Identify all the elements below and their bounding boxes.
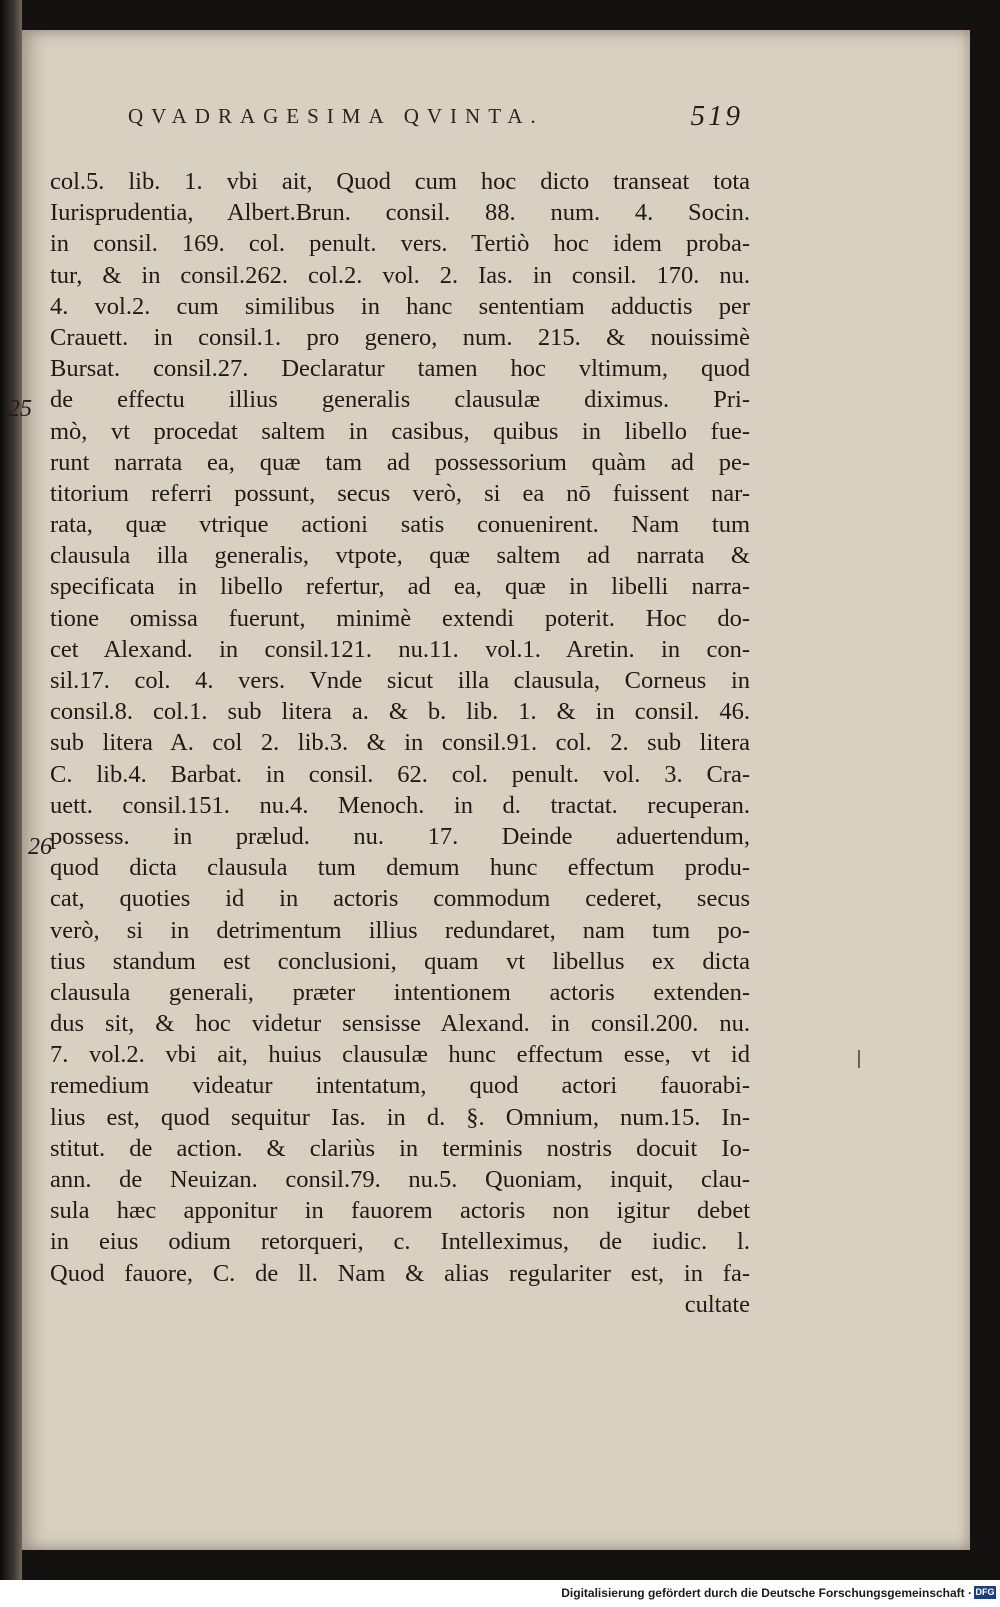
text-line: quod dicta clausula tum demum hunc effectum produ- <box>50 854 750 882</box>
text-line: stitut. de action. & clariùs in terminis nostris docuit Io- <box>50 1134 750 1162</box>
text-line: de effectu illius generalis clausulæ diximus. Pri- <box>50 386 750 414</box>
text-line: uett. consil.151. nu.4. Menoch. in d. tractat. recuperan. <box>50 791 750 819</box>
text-line: specificata in libello refertur, ad ea, quæ in libelli narra- <box>50 573 750 601</box>
text-line: 7. vol.2. vbi ait, huius clausulæ hunc effectum esse, vt id <box>50 1041 750 1069</box>
body-text <box>50 166 750 1320</box>
text-line: verò, si in detrimentum illius redundaret, nam tum po- <box>50 916 750 944</box>
text-line: cat, quoties id in actoris commodum cederet, secus <box>50 885 750 913</box>
text-line: titorium referri possunt, secus verò, si ea nō fuissent nar- <box>50 479 750 507</box>
ink-mark <box>858 1050 860 1068</box>
text-line: Quod fauore, C. de ll. Nam & alias regulariter est, in fa- <box>50 1259 750 1287</box>
page-number: 519 <box>690 100 743 132</box>
text-line: Iurisprudentia, Albert.Brun. consil. 88. num. 4. Socin. <box>50 199 750 227</box>
text-line: runt narrata ea, quæ tam ad possessorium quàm ad pe- <box>50 448 750 476</box>
catchword: cultate <box>684 1290 750 1318</box>
text-line: possess. in prælud. nu. 17. Deinde aduertendum, <box>50 822 750 850</box>
running-head: QVADRAGESIMA QVINTA. <box>128 104 544 128</box>
text-line: remedium videatur intentatum, quod actori fauorabi- <box>50 1072 750 1100</box>
text-line: mò, vt procedat saltem in casibus, quibus in libello fue- <box>50 417 750 445</box>
text-line: tur, & in consil.262. col.2. vol. 2. Ias. in consil. 170. nu. <box>50 261 750 289</box>
text-line: tius standum est conclusioni, quam vt libellus ex dicta <box>50 947 750 975</box>
text-line: Crauett. in consil.1. pro genero, num. 215. & nouissimè <box>50 323 750 351</box>
text-line: tione omissa fuerunt, minimè extendi poterit. Hoc do- <box>50 604 750 632</box>
text-line: clausula illa generalis, vtpote, quæ saltem ad narrata & <box>50 542 750 570</box>
dfg-logo: DFG <box>975 1587 995 1597</box>
margin-number: 25 <box>8 396 32 422</box>
text-line: ann. de Neuizan. consil.79. nu.5. Quoniam, inquit, clau- <box>50 1166 750 1193</box>
text-line: in eius odium retorqueri, c. Intelleximus, de iudic. l. <box>50 1228 750 1256</box>
text-line: clausula generali, præter intentionem actoris extenden- <box>50 978 750 1006</box>
margin-number: 26 <box>28 834 52 860</box>
text-line: sub litera A. col 2. lib.3. & in consil.91. col. 2. sub litera <box>50 729 750 757</box>
text-line: cet Alexand. in consil.121. nu.11. vol.1. Aretin. in con- <box>50 635 750 663</box>
text-line: dus sit, & hoc videtur sensisse Alexand. in consil.200. nu. <box>50 1010 750 1038</box>
text-line: lius est, quod sequitur Ias. in d. §. Omnium, num.15. In- <box>50 1103 750 1131</box>
text-line: col.5. lib. 1. vbi ait, Quod cum hoc dicto transeat tota <box>50 168 750 195</box>
digitization-credit: Digitalisierung gefördert durch die Deutsche Forschungsgemeinschaft · <box>561 1586 972 1600</box>
text-line: 4. vol.2. cum similibus in hanc sententiam adductis per <box>50 292 750 320</box>
text-line: Bursat. consil.27. Declaratur tamen hoc vltimum, quod <box>50 355 750 383</box>
page-header <box>128 100 743 136</box>
footer-strip <box>0 1580 1000 1607</box>
text-line: in consil. 169. col. penult. vers. Tertiò hoc idem proba- <box>50 230 750 258</box>
text-line: sula hæc apponitur in fauorem actoris non igitur debet <box>50 1197 750 1225</box>
text-line: sil.17. col. 4. vers. Vnde sicut illa clausula, Corneus in <box>50 667 750 694</box>
text-line: consil.8. col.1. sub litera a. & b. lib. 1. & in consil. 46. <box>50 698 750 726</box>
book-binding-edge <box>0 0 22 1580</box>
text-line: rata, quæ vtrique actioni satis conuenirent. Nam tum <box>50 511 750 539</box>
text-line: C. lib.4. Barbat. in consil. 62. col. penult. vol. 3. Cra- <box>50 760 750 788</box>
